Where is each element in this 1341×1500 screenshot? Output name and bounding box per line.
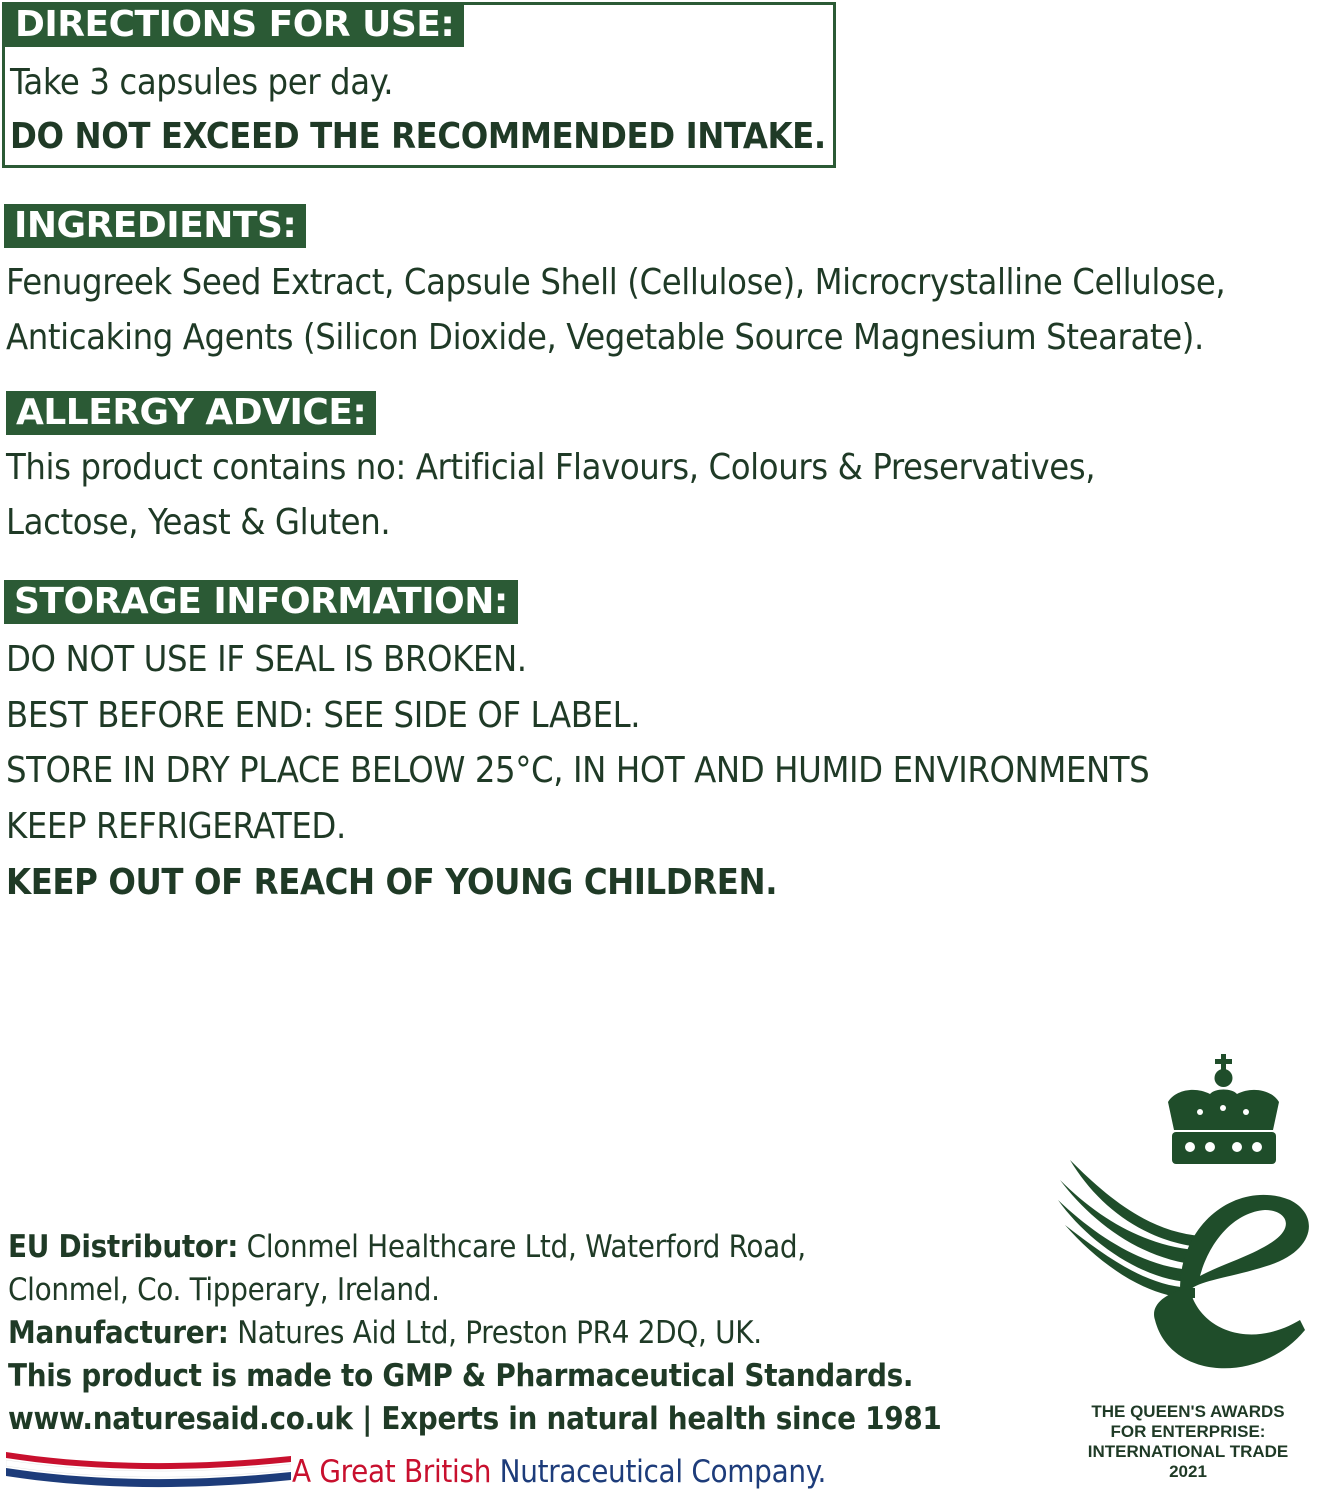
queens-award-emblem-icon: [1050, 1050, 1330, 1400]
award-line-2: FOR ENTERPRISE:: [1110, 1422, 1266, 1441]
storage-line-3: STORE IN DRY PLACE BELOW 25°C, IN HOT AND HUMID ENVIRONMENTS: [6, 750, 1150, 791]
allergy-line-2: Lactose, Yeast & Gluten.: [6, 502, 391, 543]
website-line: www.naturesaid.co.uk | Experts in natural health since 1981: [8, 1401, 942, 1437]
tagline-red: A Great British: [292, 1454, 492, 1490]
award-line-1: THE QUEEN'S AWARDS: [1091, 1402, 1285, 1421]
storage-line-4: KEEP REFRIGERATED.: [6, 806, 346, 847]
tagline-blue: Nutraceutical Company.: [491, 1454, 827, 1490]
gmp-line: This product is made to GMP & Pharmaceutical Standards.: [8, 1358, 914, 1394]
storage-header: STORAGE INFORMATION:: [4, 580, 518, 624]
tagline: [292, 1451, 826, 1494]
award-line-3: INTERNATIONAL TRADE: [1087, 1442, 1289, 1461]
ingredients-header: INGREDIENTS:: [4, 204, 306, 248]
eu-distributor-line-2: Clonmel, Co. Tipperary, Ireland.: [8, 1272, 440, 1308]
manufacturer-label: Manufacturer:: [8, 1315, 229, 1351]
manufacturer-line: [8, 1312, 762, 1355]
storage-line-1: DO NOT USE IF SEAL IS BROKEN.: [6, 639, 527, 680]
directions-line-1: Take 3 capsules per day.: [10, 62, 394, 103]
union-flag-swoosh-icon: [6, 1448, 291, 1490]
ingredients-line-2: Anticaking Agents (Silicon Dioxide, Vegetable Source Magnesium Stearate).: [6, 317, 1204, 358]
eu-distributor-line: [8, 1226, 806, 1269]
eu-distributor-value: Clonmel Healthcare Ltd, Waterford Road,: [238, 1229, 806, 1265]
allergy-line-1: This product contains no: Artificial Flavours, Colours & Preservatives,: [6, 447, 1096, 488]
manufacturer-value: Natures Aid Ltd, Preston PR4 2DQ, UK.: [228, 1315, 762, 1351]
award-year: 2021: [1169, 1462, 1207, 1481]
ingredients-line-1: Fenugreek Seed Extract, Capsule Shell (Cellulose), Microcrystalline Cellulose,: [6, 262, 1226, 303]
directions-warning: DO NOT EXCEED THE RECOMMENDED INTAKE.: [10, 116, 826, 157]
award-caption: [1030, 1402, 1341, 1482]
eu-distributor-label: EU Distributor:: [8, 1229, 239, 1265]
allergy-header: ALLERGY ADVICE:: [6, 391, 376, 435]
directions-header: DIRECTIONS FOR USE:: [5, 3, 464, 47]
storage-line-5: KEEP OUT OF REACH OF YOUNG CHILDREN.: [6, 862, 778, 903]
storage-line-2: BEST BEFORE END: SEE SIDE OF LABEL.: [6, 695, 641, 736]
